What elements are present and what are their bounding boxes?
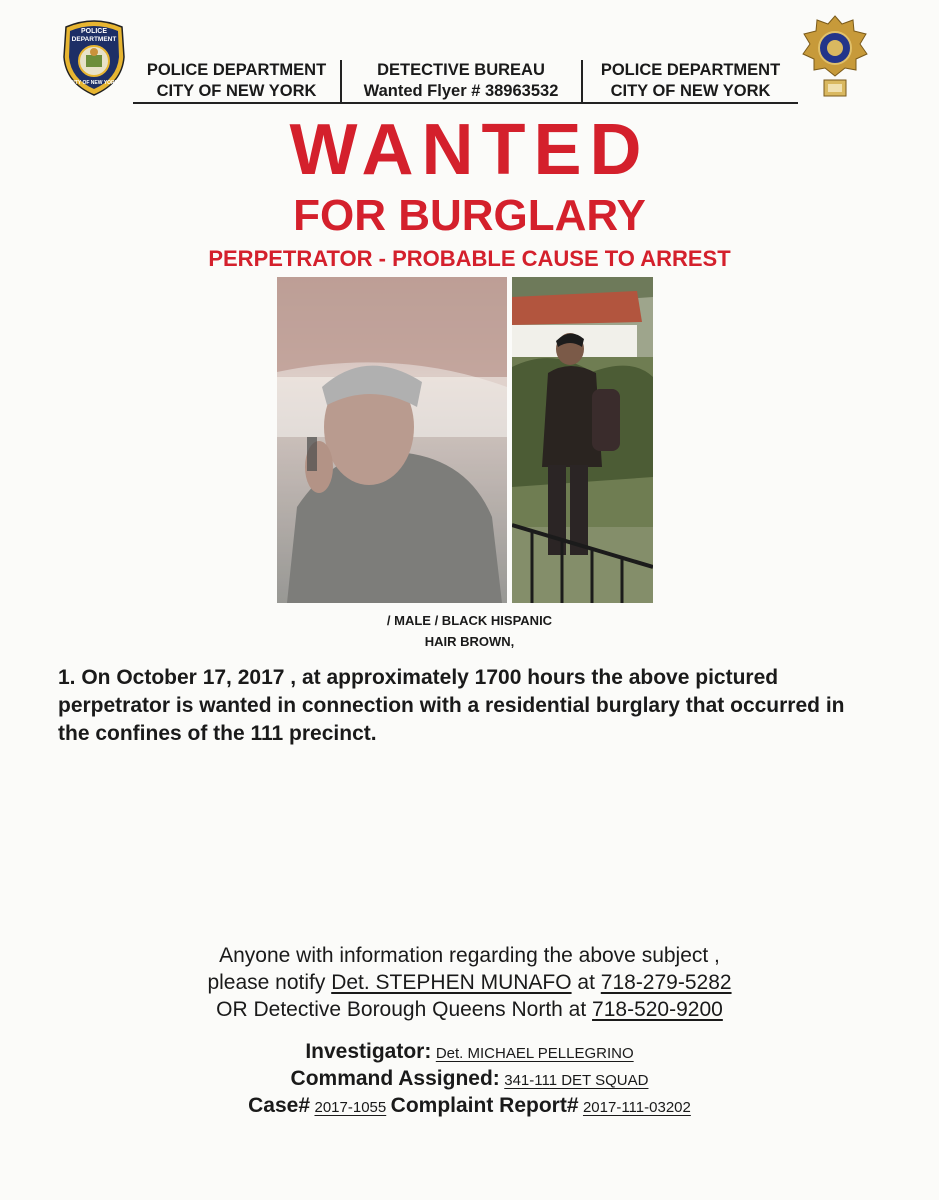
command-value: 341-111 DET SQUAD <box>504 1072 649 1089</box>
suspect-description-hair: HAIR BROWN, <box>424 634 515 649</box>
notify-prefix: please notify <box>207 971 326 994</box>
incident-narrative: 1. On October 17, 2017 , at approximately 1700 hours the above pictured perpetrator is wanted in connection with a residential burglary that occurred in the confines of the 111 precinct. <box>58 666 845 745</box>
command-line <box>0 1065 939 1095</box>
arrest-status: PERPETRATOR - PROBABLE CAUSE TO ARREST <box>208 246 731 271</box>
suspect-photo-fullbody <box>512 277 653 603</box>
contact-line-2 <box>0 969 939 996</box>
header-left-line-2: CITY OF NEW YORK <box>156 82 317 100</box>
header-rule <box>133 102 798 104</box>
contact-line-1: Anyone with information regarding the above subject , <box>219 944 720 967</box>
svg-text:CITY OF NEW YORK: CITY OF NEW YORK <box>69 80 119 86</box>
header-middle <box>342 60 580 102</box>
contact-line-3 <box>0 996 939 1023</box>
investigator-value: Det. MICHAEL PELLEGRINO <box>435 1045 634 1062</box>
complaint-value: 2017-111-03202 <box>582 1099 691 1116</box>
case-value: 2017-1055 <box>314 1099 387 1116</box>
complaint-label: Complaint Report# <box>390 1094 579 1117</box>
header-left-line-1: POLICE DEPARTMENT <box>146 61 327 79</box>
case-label: Case# <box>248 1094 311 1117</box>
header-right-line-2: CITY OF NEW YORK <box>610 82 771 100</box>
nypd-patch-icon <box>60 17 128 97</box>
borough-prefix: OR Detective Borough Queens North at <box>216 998 587 1021</box>
svg-text:DEPARTMENT: DEPARTMENT <box>71 36 117 43</box>
detective-phone[interactable]: 718-279-5282 <box>600 971 732 994</box>
header-right-line-1: POLICE DEPARTMENT <box>600 61 781 79</box>
case-line <box>0 1092 939 1122</box>
wanted-headline: WANTED <box>289 110 650 190</box>
header-left <box>133 60 340 102</box>
header-middle-line-2: Wanted Flyer # 38963532 <box>363 82 559 100</box>
borough-phone[interactable]: 718-520-9200 <box>592 998 723 1021</box>
command-label: Command Assigned: <box>290 1067 500 1090</box>
investigator-label: Investigator: <box>305 1040 432 1063</box>
at-text: at <box>577 971 595 994</box>
detective-shield-icon <box>800 14 870 100</box>
assigned-detective: Det. STEPHEN MUNAFO <box>331 971 572 994</box>
suspect-description-sex-race: / MALE / BLACK HISPANIC <box>386 613 553 628</box>
charge-heading: FOR BURGLARY <box>293 191 646 240</box>
investigator-line <box>0 1038 939 1068</box>
suspect-photo-closeup <box>277 277 507 603</box>
header-right <box>583 60 798 102</box>
svg-text:POLICE: POLICE <box>80 28 108 35</box>
header-middle-line-1: DETECTIVE BUREAU <box>377 61 545 79</box>
